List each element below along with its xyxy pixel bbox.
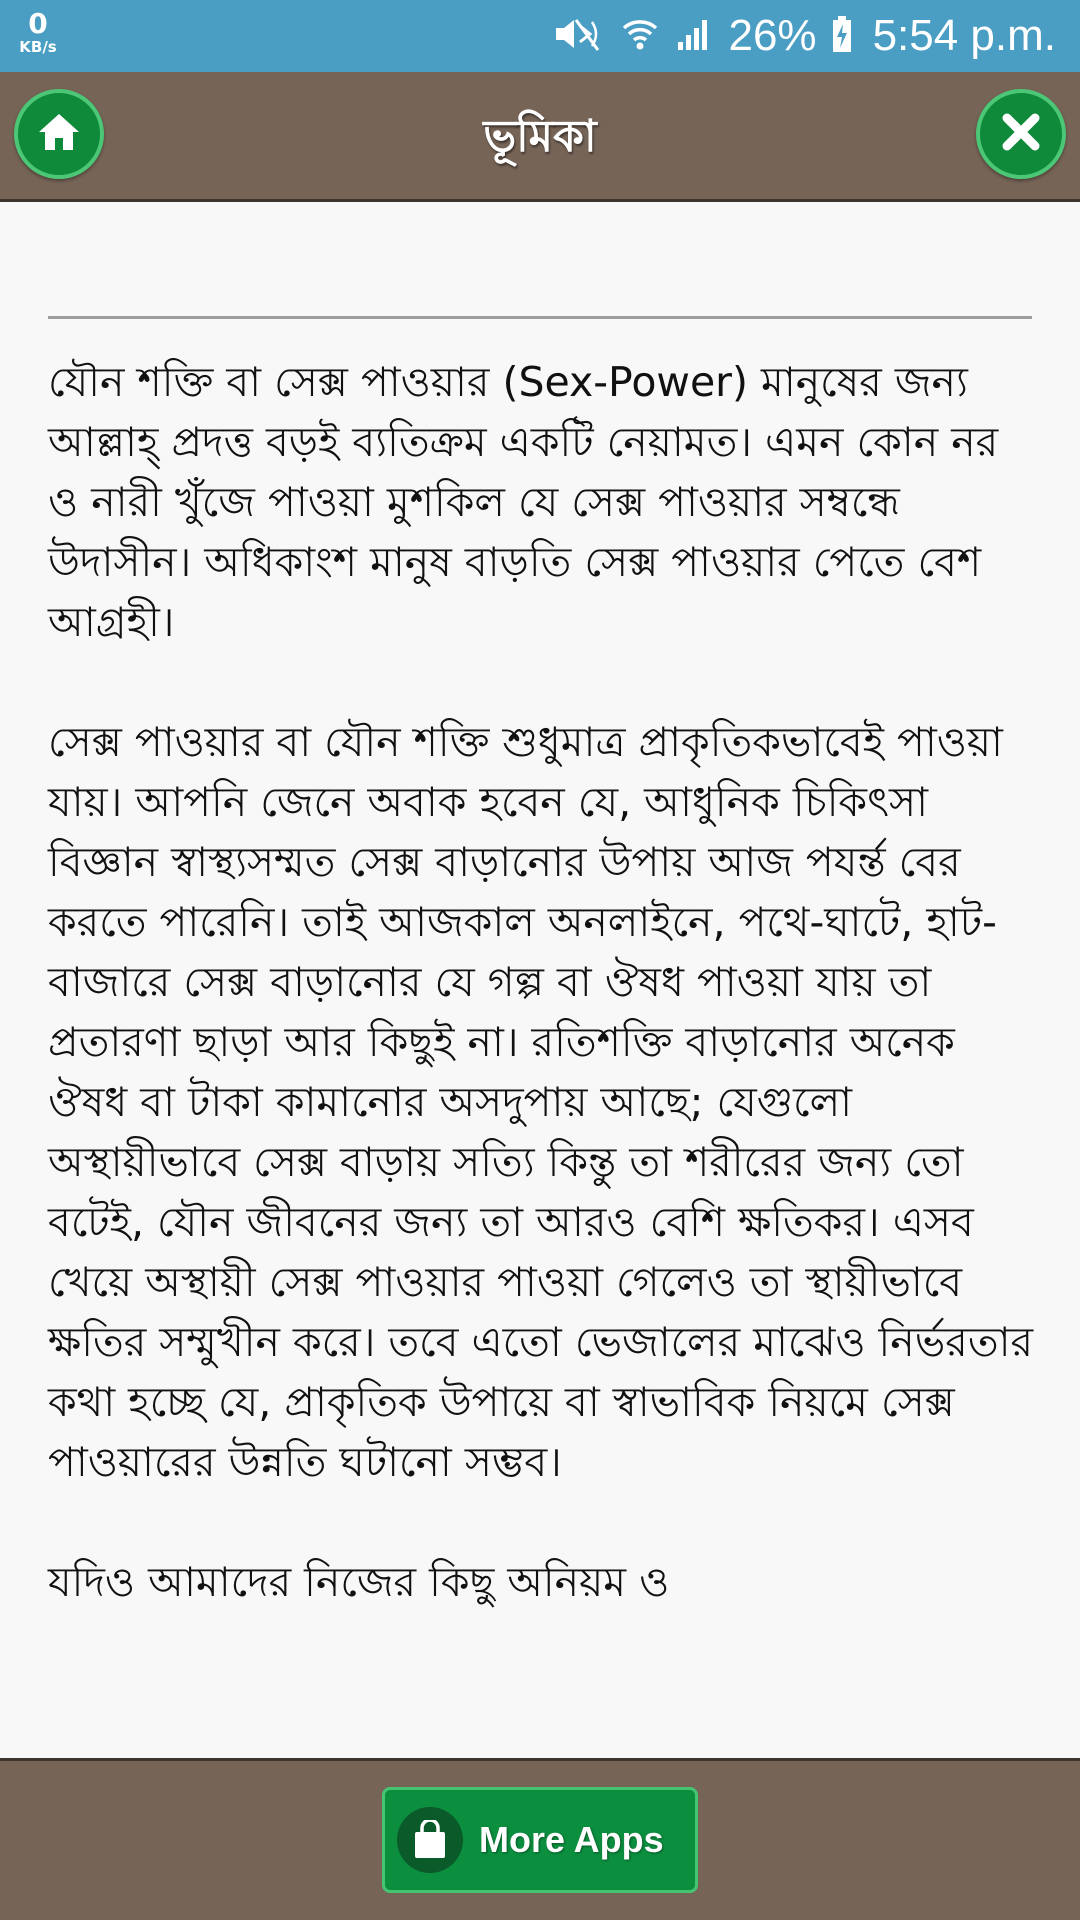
close-icon xyxy=(999,110,1043,158)
network-speed xyxy=(16,7,60,56)
home-icon xyxy=(36,111,82,157)
network-speed-unit: KB/s xyxy=(19,38,57,56)
more-apps-button[interactable] xyxy=(382,1787,698,1893)
home-button[interactable] xyxy=(14,89,104,179)
clock: 5:54 p.m. xyxy=(872,11,1056,60)
paragraph: যৌন শক্তি বা সেক্স পাওয়ার (Sex-Power) মানুষের জন্য আল্লাহ্ প্রদত্ত বড়ই ব্যতিক্রম একটি নেয়ামত। এমন কোন নর ও নারী খুঁজে পাওয়া মুশকিল যে সেক্স পাওয়ার সম্বন্ধে উদাসীন। অধিকাংশ মানুষ বাড়তি সেক্স পাওয়ার পেতে বেশ আগ্রহী। xyxy=(48,358,999,646)
app-bar xyxy=(0,72,1080,202)
more-apps-label: More Apps xyxy=(479,1819,664,1860)
close-button[interactable] xyxy=(976,89,1066,179)
signal-icon xyxy=(674,14,714,58)
paragraph: যদিও আমাদের নিজের কিছু অনিয়ম ও xyxy=(48,1558,670,1606)
paragraph: সেক্স পাওয়ার বা যৌন শক্তি শুধুমাত্র প্রাকৃতিকভাবেই পাওয়া যায়। আপনি জেনে অবাক হবেন যে, আধুনিক চিকিৎসা বিজ্ঞান স্বাস্থ্যসম্মত সেক্স বাড়ানোর উপায় আজ পযর্ন্ত বের করতে পারেনি। তাই আজকাল অনলাইনে, পথে-ঘাটে, হাট-বাজারে সেক্স বাড়ানোর যে গল্প বা ঔষধ পাওয়া যায় তা প্রতারণা ছাড়া আর কিছুই না। রতিশক্তি বাড়ানোর অনেক ঔষধ বা টাকা কামানোর অসদুপায় আছে; যেগুলো অস্থায়ীভাবে সেক্স বাড়ায় সত্যি কিন্তু তা শরীরের জন্য তো বটেই, যৌন জীবনের জন্য তা আরও বেশি ক্ষতিকর। এসব খেয়ে অস্থায়ী সেক্স পাওয়ার পাওয়া গেলেও তা স্থায়ীভাবে ক্ষতির সম্মুখীন করে। তবে এতো ভেজালের মাঝেও নির্ভরতার কথা হচ্ছে যে, প্রাকৃতিক উপায়ে বা স্বাভাবিক নিয়মে সেক্স পাওয়ারের উন্নতি ঘটানো সম্ভব। xyxy=(48,718,1034,1486)
mute-icon xyxy=(550,14,606,58)
status-bar xyxy=(0,0,1080,72)
battery-charging-icon xyxy=(831,14,853,58)
status-indicators xyxy=(550,0,1056,72)
wifi-icon xyxy=(620,14,660,58)
bottom-bar xyxy=(0,1758,1080,1920)
divider xyxy=(48,316,1032,319)
page-title: ভূমিকা xyxy=(483,111,597,162)
network-speed-value: 0 xyxy=(28,7,48,40)
article-body xyxy=(48,352,1038,1672)
shopping-bag-icon xyxy=(397,1807,463,1873)
article-content[interactable] xyxy=(0,202,1080,1758)
battery-percent: 26% xyxy=(728,11,817,60)
